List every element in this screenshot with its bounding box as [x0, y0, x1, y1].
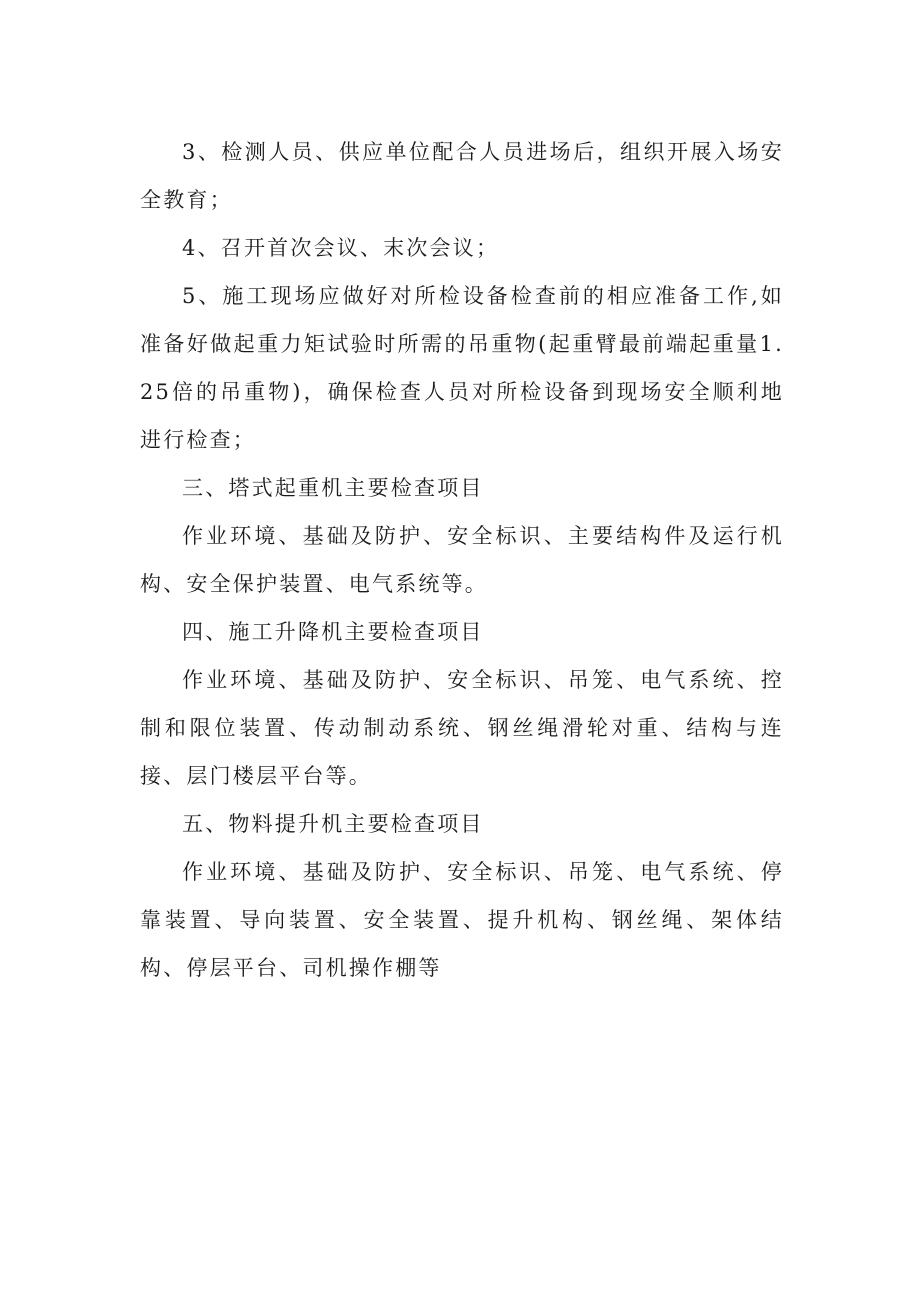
paragraph-tower-crane-items: 作业环境、基础及防护、安全标识、主要结构件及运行机构、安全保护装置、电气系统等。	[140, 524, 784, 596]
paragraph-material-hoist-items: 作业环境、基础及防护、安全标识、吊笼、电气系统、停靠装置、导向装置、安全装置、提升机构、钢丝绳、架体结构、停层平台、司机操作棚等	[140, 860, 784, 980]
paragraph-construction-hoist-items: 作业环境、基础及防护、安全标识、吊笼、电气系统、控制和限位装置、传动制动系统、钢丝绳滑轮对重、结构与连接、层门楼层平台等。	[140, 668, 784, 788]
section-heading-construction-hoist: 四、施工升降机主要检查项目	[182, 620, 484, 644]
paragraph-item-3-safety-education: 3、检测人员、供应单位配合人员进场后，组织开展入场安全教育；	[140, 140, 784, 212]
paragraph-item-5-site-preparation: 5、施工现场应做好对所检设备检查前的相应准备工作,如准备好做起重力矩试验时所需的吊重物(起重臂最前端起重量1.25倍的吊重物)，确保检查人员对所检设备到现场安全顺利地进行检查；	[140, 284, 784, 452]
section-heading-tower-crane: 三、塔式起重机主要检查项目	[182, 476, 484, 500]
document-body	[140, 128, 784, 992]
section-heading-material-hoist: 五、物料提升机主要检查项目	[182, 812, 484, 836]
paragraph-item-4-meetings: 4、召开首次会议、末次会议；	[182, 236, 500, 260]
